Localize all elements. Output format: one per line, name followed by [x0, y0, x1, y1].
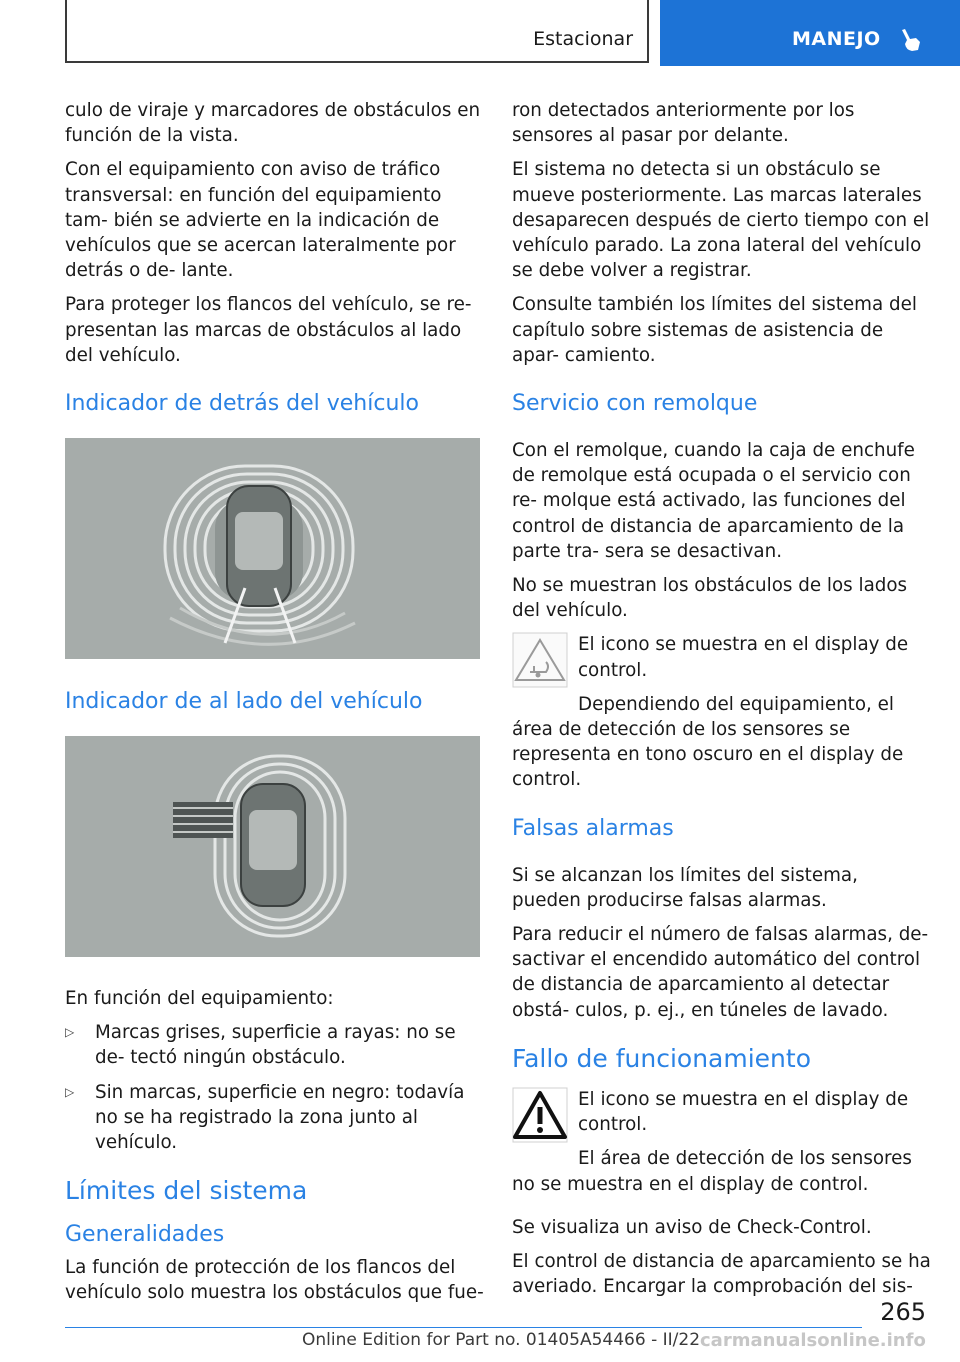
heading-system-limits: Límites del sistema: [65, 1176, 308, 1206]
paragraph: Si se alcanzan los límites del sistema, pueden producirse falsas alarmas.: [512, 864, 858, 911]
paragraph: Se visualiza un aviso de Check-Control.: [512, 1216, 872, 1238]
paragraph: Para reducir el número de falsas alarmas, de- sactivar el encendido automático del control de distancia de aparcamiento al detectar obstá- culos, p. ej., en túneles de lavado.: [512, 924, 929, 1021]
right-column: [512, 98, 932, 1308]
paragraph: El control de distancia de aparcamiento se ha averiado. Encargar la comprobación del sis-: [512, 1250, 931, 1298]
footer-edition: Online Edition for Part no. 01405A54466 - II/22: [302, 1330, 701, 1350]
paragraph: El área de detección de los sensores no se muestra en el display de control.: [512, 1148, 912, 1195]
heading-trailer: Servicio con remolque: [512, 391, 758, 417]
bullet-list: [65, 1020, 485, 1155]
bullet-arrow-icon: ▷: [65, 1025, 75, 1040]
paragraph: El sistema no detecta si un obstáculo se mueve posteriormente. Las marcas laterales desaparecen después de cierto tiempo con el vehículo parado. La zona lateral del vehículo se debe volver a registrar.: [512, 159, 930, 282]
warning-triangle-icon: [512, 1087, 568, 1143]
icon-note-trailer: [512, 632, 932, 792]
header-section-label: Estacionar: [533, 28, 633, 50]
paragraph: culo de viraje y marcadores de obstáculos en función de la vista.: [65, 100, 481, 147]
list-item: ▷ Sin marcas, superficie en negro: todavía no se ha registrado la zona junto al vehículo.: [65, 1081, 465, 1154]
side-indicator-figure: [65, 736, 480, 957]
watermark: carmanualsonline.info: [700, 1330, 926, 1351]
paragraph: Para proteger los flancos del vehículo, se re- presentan las marcas de obstáculos al lado del vehículo.: [65, 294, 472, 366]
header-chapter-tab: [660, 0, 960, 66]
bullet-arrow-icon: ▷: [65, 1084, 75, 1099]
heading-side-indicator: Indicador de al lado del vehículo: [65, 689, 423, 715]
rear-indicator-figure: [65, 438, 480, 659]
steering-hand-icon: [896, 26, 922, 54]
header-chapter-label: MANEJO: [792, 28, 881, 50]
page-number: 265: [880, 1298, 926, 1326]
icon-note-malfunction: [512, 1087, 932, 1197]
paragraph: El icono se muestra en el display de control.: [578, 1088, 909, 1136]
paragraph: Dependiendo del equipamiento, el área de detección de los sensores se representa en tono oscuro en el display de control.: [512, 693, 904, 791]
paragraph: En función del equipamiento:: [65, 988, 334, 1010]
paragraph: No se muestran los obstáculos de los lados del vehículo.: [512, 575, 908, 622]
heading-false-alarms: Falsas alarmas: [512, 815, 674, 841]
footer-divider: [65, 1327, 862, 1328]
paragraph: La función de protección de los flancos del vehículo solo muestra los obstáculos que fue-: [65, 1257, 484, 1304]
paragraph: ron detectados anteriormente por los sensores al pasar por delante.: [512, 100, 855, 147]
paragraph: El icono se muestra en el display de control.: [578, 634, 909, 681]
paragraph: Consulte también los límites del sistema del capítulo sobre sistemas de asistencia de apar- camiento.: [512, 294, 917, 366]
list-item: ▷ Marcas grises, superficie a rayas: no se de- tectó ningún obstáculo.: [65, 1022, 456, 1069]
trailer-warning-icon: [512, 632, 568, 688]
paragraph: Con el remolque, cuando la caja de enchufe de remolque está ocupada o el servicio con re- molque está activado, las funciones del control de distancia de aparcamiento de la parte tra- sera se desactivan.: [512, 440, 915, 562]
header-section-box: [65, 0, 649, 63]
left-column: [65, 98, 485, 1315]
heading-malfunction: Fallo de funcionamiento: [512, 1043, 811, 1073]
heading-general: Generalidades: [65, 1222, 225, 1248]
heading-rear-indicator: Indicador de detrás del vehículo: [65, 391, 419, 417]
paragraph: Con el equipamiento con aviso de tráfico transversal: en función del equipamiento tam- bién se advierte en la indicación de vehículos que se acercan lateralmente por detrás o de- lante.: [65, 159, 456, 282]
